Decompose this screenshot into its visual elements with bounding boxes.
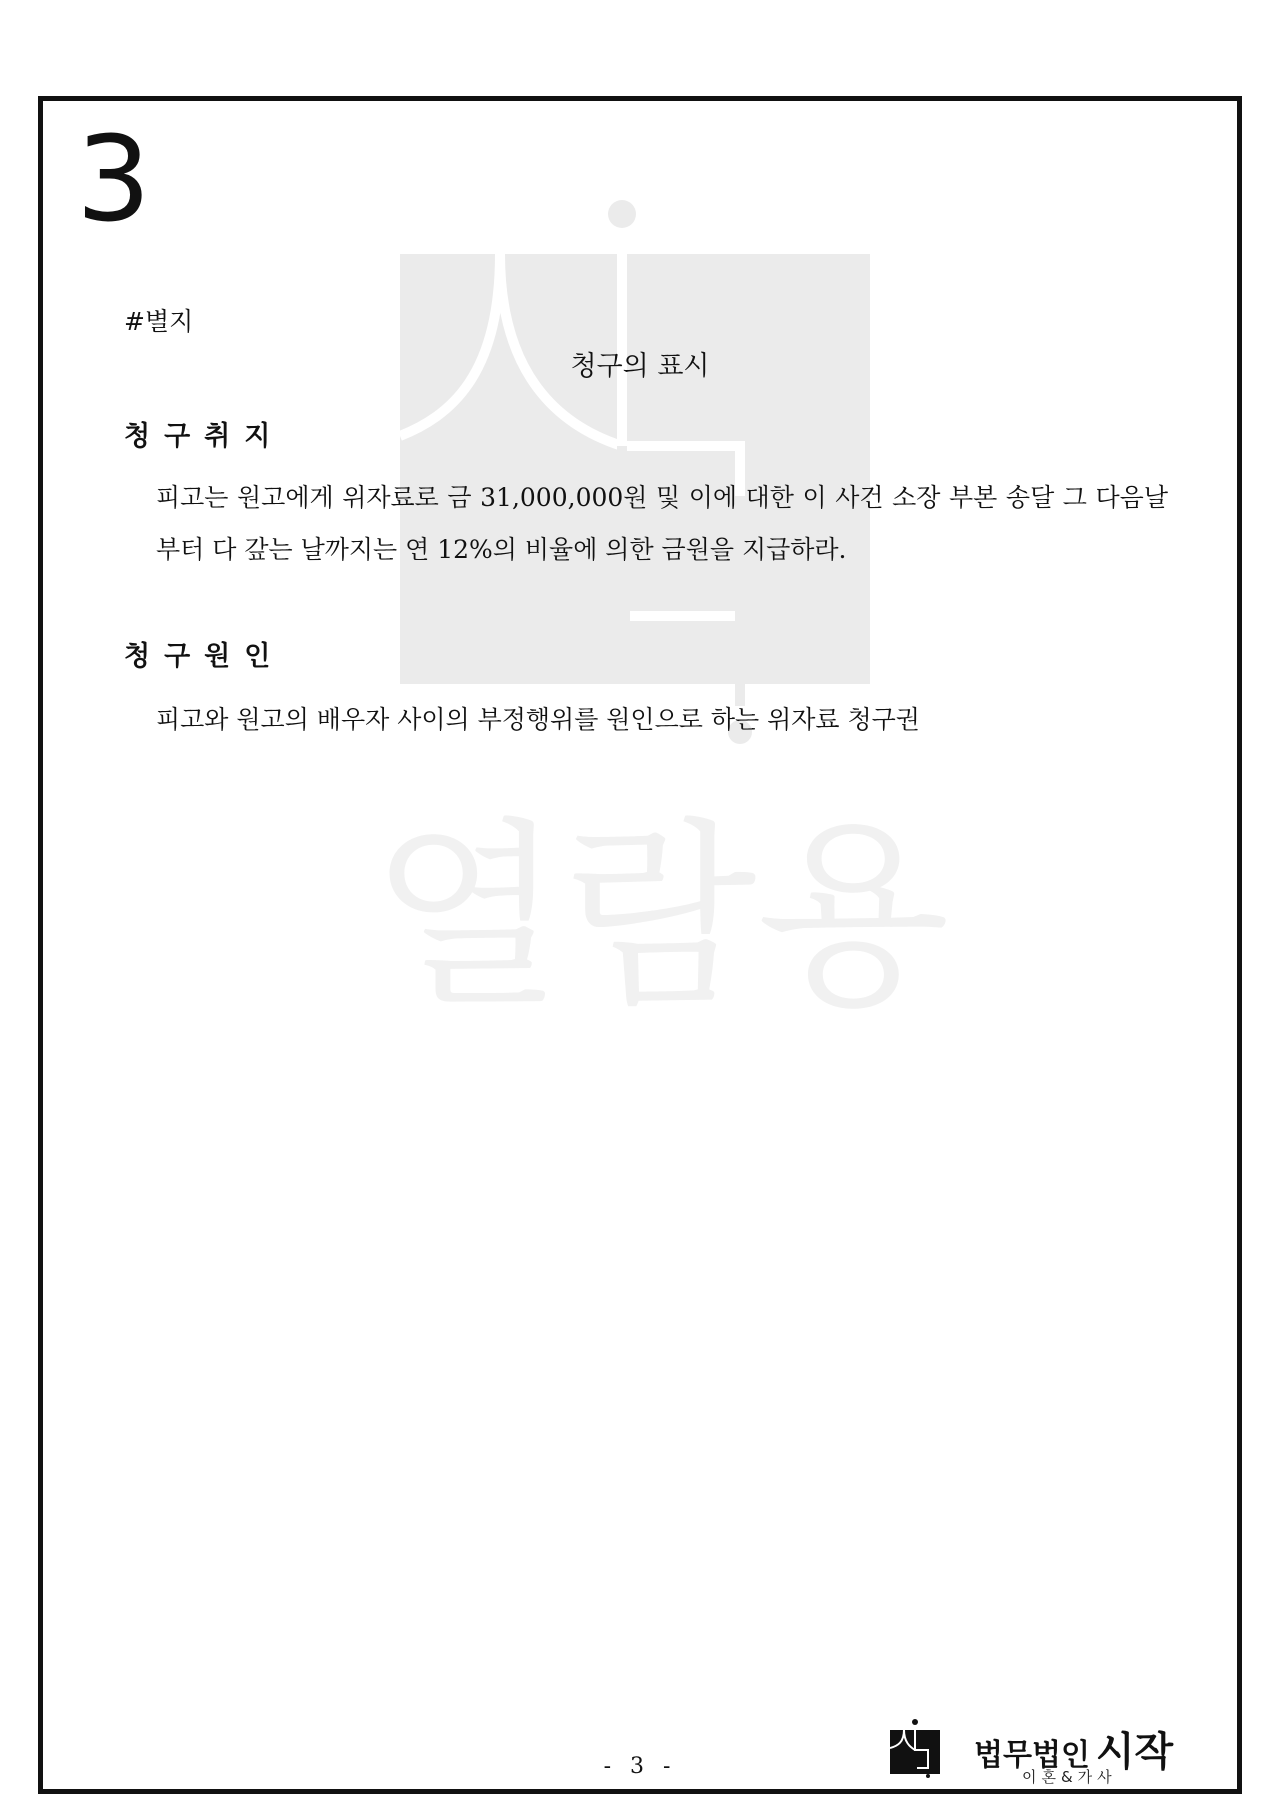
claim-cause-heading: 청구원인	[124, 641, 285, 672]
attachment-tag: #별지	[124, 307, 194, 336]
page-number-large: 3	[76, 110, 152, 248]
footer-page-number: - 3 -	[603, 1754, 677, 1779]
firm-logo	[890, 1718, 1180, 1786]
firm-name-main: 시작	[1095, 1729, 1174, 1775]
claim-cause-body: 피고와 원고의 배우자 사이의 부정행위를 원인으로 하는 위자료 청구권	[156, 705, 920, 734]
claim-purpose-body: 피고는 원고에게 위자료로 금 31,000,000원 및 이에 대한 이 사건 소장 부본 송달 그 다음날부터 다 갚는 날까지는 연 12%의 비율에 의한 금원을 지급하라.	[156, 483, 1168, 564]
firm-subtitle: 이혼&가사	[1022, 1768, 1117, 1786]
firm-logo-icon	[890, 1718, 942, 1778]
watermark-logo	[330, 196, 990, 1036]
firm-name-prefix: 법무법인	[974, 1738, 1090, 1773]
claim-purpose-heading: 청구취지	[124, 421, 285, 452]
watermark-text: 열람용	[370, 801, 950, 1034]
page-title: 청구의 표시	[570, 351, 710, 382]
